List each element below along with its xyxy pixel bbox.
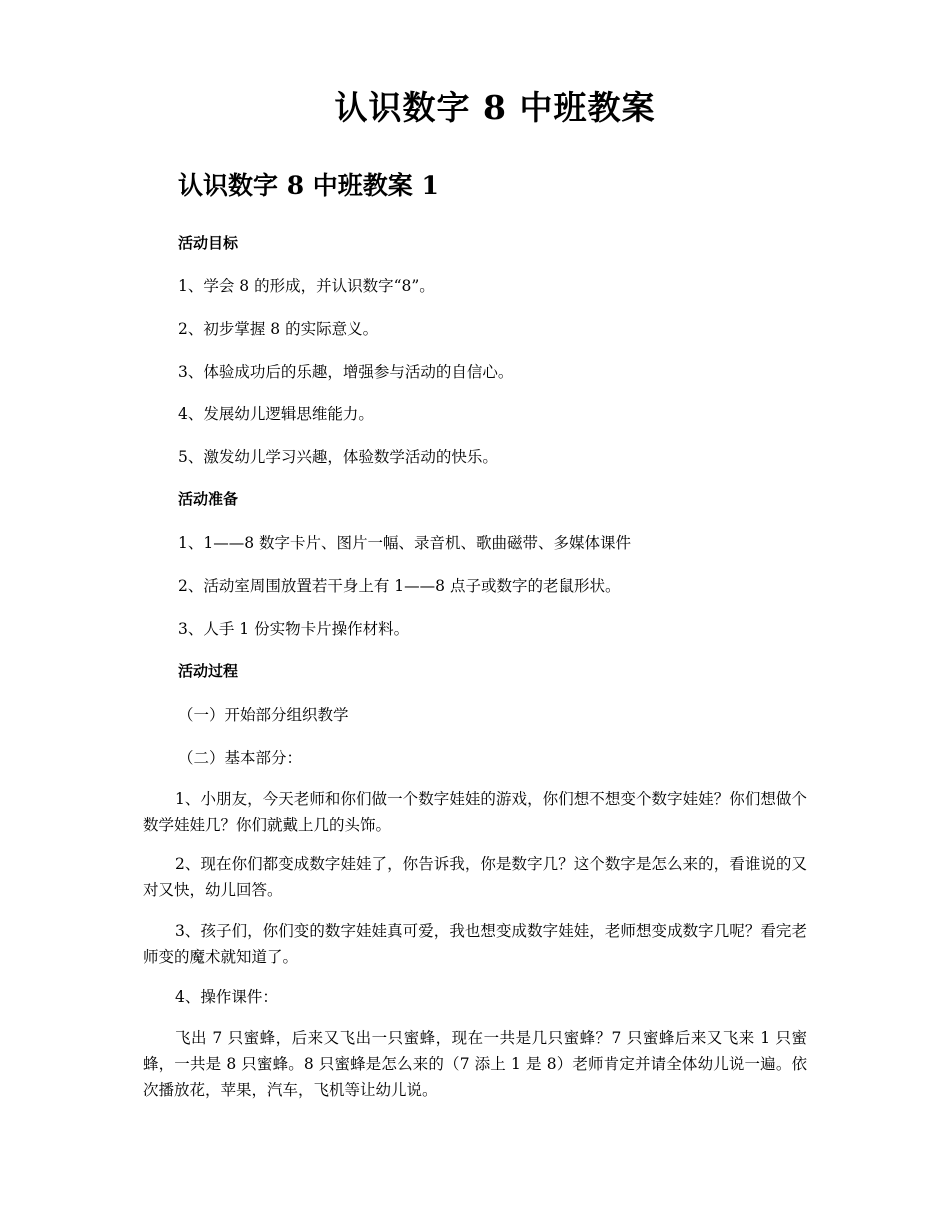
goals-heading: 活动目标 <box>178 234 239 252</box>
process-paragraph: 4、操作课件： <box>175 988 278 1006</box>
document-title: 认识数字 8 中班教案 <box>334 88 656 127</box>
prep-item: 3、人手 1 份实物卡片操作材料。 <box>178 620 410 638</box>
prep-item: 2、活动室周围放置若干身上有 1——8 点子或数字的老鼠形状。 <box>178 577 621 595</box>
process-paragraph: 3、孩子们，你们变的数字娃娃真可爱，我也想变成数字娃娃，老师想变成数字几呢？看完老师变的魔术就知道了。 <box>143 922 807 966</box>
goal-item: 2、初步掌握 8 的实际意义。 <box>178 320 379 338</box>
prep-heading: 活动准备 <box>178 490 239 508</box>
process-part: （二）基本部分： <box>178 749 303 767</box>
process-paragraph: 2、现在你们都变成数字娃娃了，你告诉我，你是数字几？这个数字是怎么来的，看谁说的又对又快，幼儿回答。 <box>143 855 807 899</box>
goal-item: 5、激发幼儿学习兴趣，体验数学活动的快乐。 <box>178 448 498 466</box>
goal-item: 3、体验成功后的乐趣，增强参与活动的自信心。 <box>178 363 514 381</box>
section-title: 认识数字 8 中班教案 1 <box>178 171 439 200</box>
process-paragraph: 1、小朋友，今天老师和你们做一个数字娃娃的游戏，你们想不想变个数字娃娃？你们想做个数学娃娃几？你们就戴上几的头饰。 <box>143 790 807 834</box>
process-part: （一）开始部分组织教学 <box>178 706 349 724</box>
goal-item: 4、发展幼儿逻辑思维能力。 <box>178 405 374 423</box>
goal-item: 1、学会 8 的形成，并认识数字“8”。 <box>178 277 435 295</box>
process-heading: 活动过程 <box>178 662 239 680</box>
prep-item: 1、1——8 数字卡片、图片一幅、录音机、歌曲磁带、多媒体课件 <box>178 534 632 552</box>
process-paragraph: 飞出 7 只蜜蜂，后来又飞出一只蜜蜂，现在一共是几只蜜蜂？7 只蜜蜂后来又飞来 1 只蜜蜂，一共是 8 只蜜蜂。8 只蜜蜂是怎么来的（7 添上 1 是 8）老师肯定并请全体幼儿说一遍。依次播放花，苹果，汽车，飞机等让幼儿说。 <box>143 1029 807 1099</box>
